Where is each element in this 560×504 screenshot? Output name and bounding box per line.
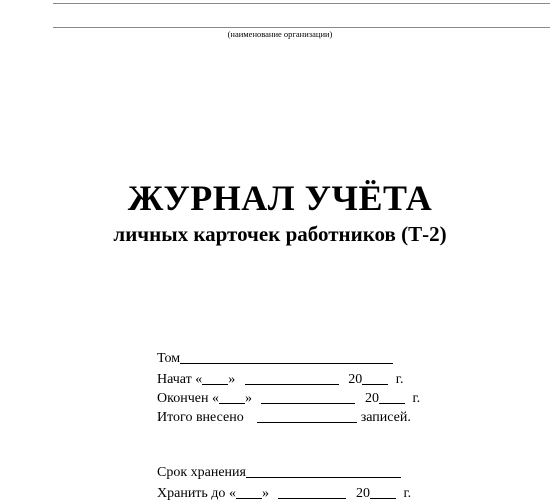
org-name-rule [53, 27, 550, 28]
retention-line [157, 463, 401, 482]
month-blank [278, 484, 346, 499]
year-suffix: г. [412, 391, 421, 406]
tom-blank [180, 349, 393, 364]
year-suffix: г. [403, 486, 412, 501]
total-line [157, 408, 411, 427]
org-name-caption: (наименование организации) [227, 29, 333, 39]
started-line [157, 370, 403, 389]
keep-until-label: Хранить до [157, 486, 226, 501]
open-quote: « [228, 486, 236, 501]
tom-label: Том [157, 351, 181, 366]
ended-line [157, 389, 420, 408]
total-blank [257, 408, 357, 423]
year-blank [362, 370, 388, 385]
close-quote: » [228, 372, 236, 387]
journal-subtitle: личных карточек работников (Т-2) [113, 222, 447, 246]
records-label: записей. [360, 410, 411, 425]
retention-label: Срок хранения [157, 465, 246, 480]
month-blank [245, 370, 339, 385]
day-blank [236, 484, 262, 499]
ended-label: Окончен [157, 391, 209, 406]
total-label: Итого внесено [157, 410, 244, 425]
open-quote: « [195, 372, 203, 387]
retention-blank [246, 463, 401, 478]
year-blank [370, 484, 396, 499]
month-blank [261, 389, 355, 404]
top-rule [53, 3, 550, 4]
year-prefix: 20 [364, 391, 379, 406]
year-prefix: 20 [355, 486, 370, 501]
tom-line [157, 349, 393, 368]
journal-title: ЖУРНАЛ УЧЁТА [127, 178, 433, 218]
started-label: Начат [157, 372, 192, 387]
close-quote: » [261, 486, 269, 501]
close-quote: » [244, 391, 252, 406]
year-prefix: 20 [348, 372, 363, 387]
day-blank [219, 389, 245, 404]
day-blank [202, 370, 228, 385]
keep-until-line [157, 484, 411, 503]
open-quote: « [211, 391, 219, 406]
year-suffix: г. [395, 372, 404, 387]
year-blank [379, 389, 405, 404]
